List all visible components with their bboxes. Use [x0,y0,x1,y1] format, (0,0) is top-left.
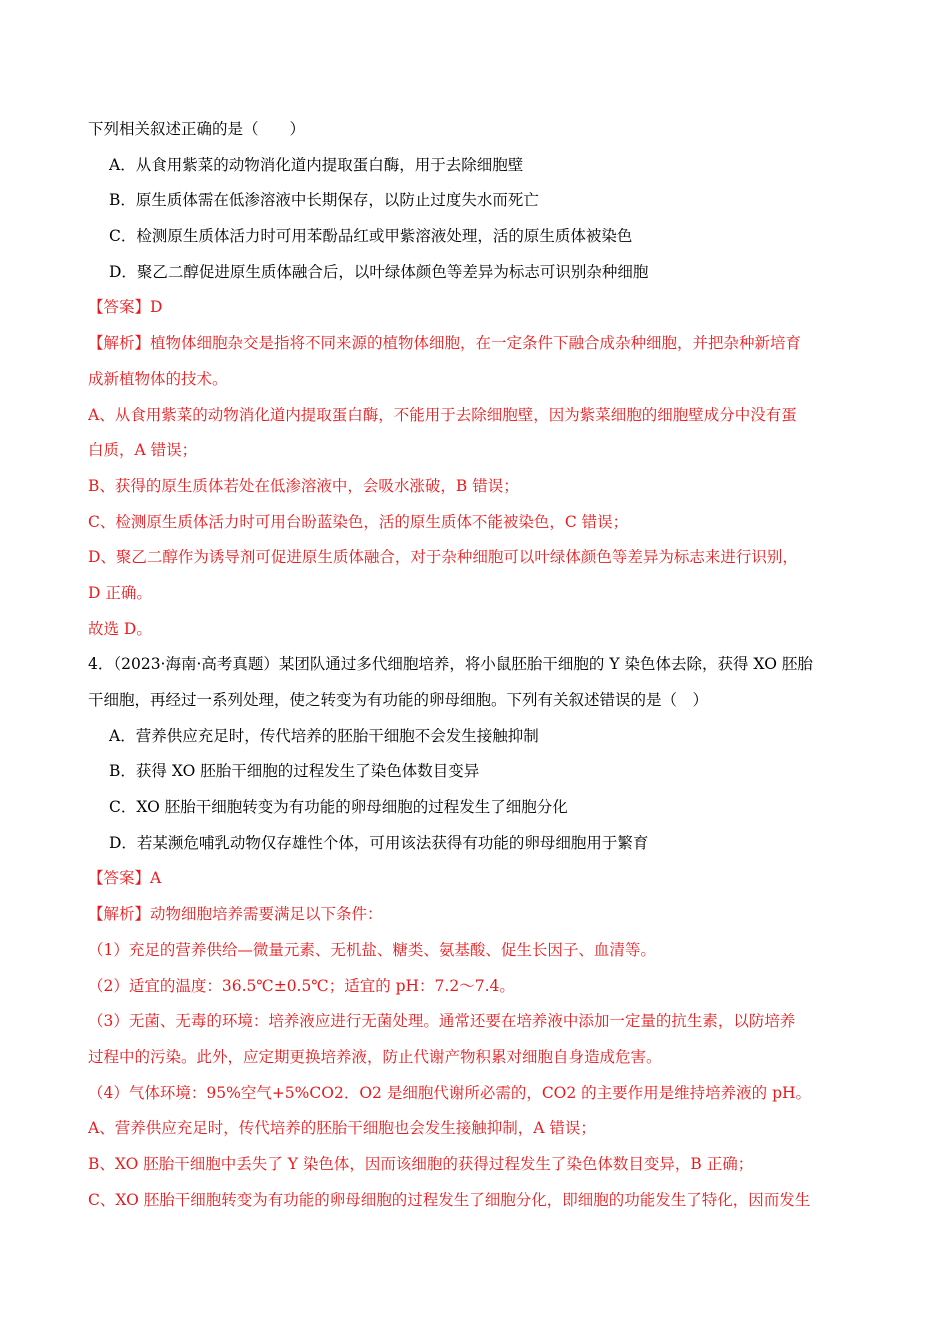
q4-option-b: B．获得 XO 胚胎干细胞的过程发生了染色体数目变异 [109,762,480,781]
q4-analysis-line: （1）充足的营养供给—微量元素、无机盐、糖类、氨基酸、促生长因子、血清等。 [88,940,656,959]
q4-answer [88,861,868,897]
q3-analysis-line: C、检测原生质体活力时可用台盼蓝染色，活的原生质体不能被染色，C 错误； [88,512,629,531]
q3-analysis-line: 故选 D。 [88,619,152,638]
analysis-label: 【解析】 [88,334,151,353]
q3-analysis-line [88,326,868,362]
analysis-text: 动物细胞培养需要满足以下条件： [150,905,383,924]
q4-analysis-line: （2）适宜的温度：36.5℃±0.5℃；适宜的 pH：7.2～7.4。 [88,976,515,995]
q3-analysis-line: 成新植物体的技术。 [88,369,228,388]
analysis-text: 植物体细胞杂交是指将不同来源的植物体细胞，在一定条件下融合成杂种细胞，并把杂种新培育 [150,334,802,353]
q4-analysis-line [88,897,868,933]
q4-analysis-line: B、XO 胚胎干细胞中丢失了 Y 染色体，因而该细胞的获得过程发生了染色体数目变异，B 正确； [88,1154,754,1173]
analysis-label: 【解析】 [88,905,151,924]
q3-analysis-line: A、从食用紫菜的动物消化道内提取蛋白酶，不能用于去除细胞壁，因为紫菜细胞的细胞壁成分中没有蛋 [88,405,797,424]
q4-analysis-line: （4）气体环境：95%空气+5%CO2．O2 是细胞代谢所必需的，CO2 的主要作用是维持培养液的 pH。 [88,1083,812,1102]
answer-value: A [150,869,162,888]
answer-label: 【答案】 [88,869,151,888]
q3-stem-tail: 下列相关叙述正确的是（ ） [88,120,306,138]
q4-analysis-line: （3）无菌、无毒的环境：培养液应进行无菌处理。通常还要在培养液中添加一定量的抗生素，以防培养 [88,1012,796,1031]
q4-analysis-line: A、营养供应充足时，传代培养的胚胎干细胞也会发生接触抑制，A 错误； [88,1119,596,1138]
q3-analysis-line: D 正确。 [88,583,152,602]
q4-stem-line: 干细胞，再经过一系列处理，使之转变为有功能的卵母细胞。下列有关叙述错误的是（ ） [88,691,709,709]
q3-option-b: B．原生质体需在低渗溶液中长期保存，以防止过度失水而死亡 [109,191,539,210]
q3-option-c: C．检测原生质体活力时可用苯酚品红或甲紫溶液处理，活的原生质体被染色 [109,227,633,246]
q3-analysis-line: D、聚乙二醇作为诱导剂可促进原生质体融合，对于杂种细胞可以叶绿体颜色等差异为标志来进行识别， [88,548,798,567]
q3-analysis-line: B、获得的原生质体若处在低渗溶液中，会吸水涨破，B 错误； [88,476,519,495]
page-content [88,112,868,1218]
q4-analysis-line: 过程中的污染。此外，应定期更换培养液，防止代谢产物积累对细胞自身造成危害。 [88,1047,662,1066]
q3-answer [88,290,868,326]
q4-analysis-line: C、XO 胚胎干细胞转变为有功能的卵母细胞的过程发生了细胞分化，即细胞的功能发生了特化，因而发生 [88,1190,811,1209]
q3-option-a: A．从食用紫菜的动物消化道内提取蛋白酶，用于去除细胞壁 [109,155,524,174]
q4-option-c: C．XO 胚胎干细胞转变为有功能的卵母细胞的过程发生了细胞分化 [109,798,568,817]
q4-option-a: A．营养供应充足时，传代培养的胚胎干细胞不会发生接触抑制 [109,726,539,745]
answer-value: D [150,298,163,317]
q4-option-d: D．若某濒危哺乳动物仅存雄性个体，可用该法获得有功能的卵母细胞用于繁育 [109,833,649,852]
q3-analysis-line: 白质，A 错误； [88,441,198,460]
q4-stem-line: 4．（2023·海南·高考真题）某团队通过多代细胞培养，将小鼠胚胎干细胞的 Y 染色体去除，获得 XO 胚胎 [88,655,813,674]
q3-option-d: D．聚乙二醇促进原生质体融合后，以叶绿体颜色等差异为标志可识别杂种细胞 [109,262,649,281]
answer-label: 【答案】 [88,298,151,317]
